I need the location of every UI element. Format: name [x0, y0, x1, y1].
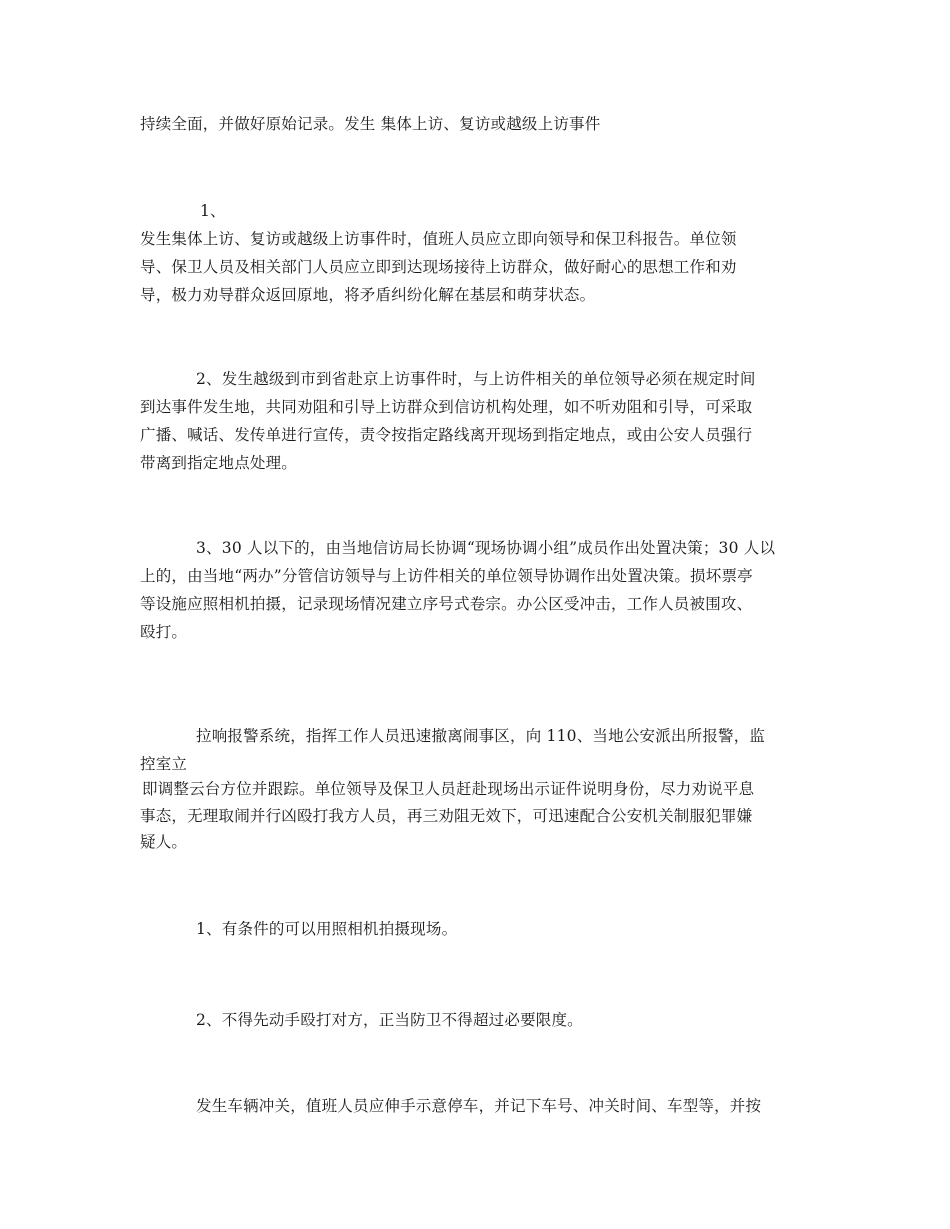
text-line: 发生车辆冲关，值班人员应伸手示意停车，并记下车号、冲关时间、车型等，并按 — [196, 1097, 762, 1115]
text-line: 广播、喊话、发传单进行宣传，责令按指定路线离开现场到指定地点，或由公安人员强行 — [140, 426, 753, 444]
text-line: 即调整云台方位并跟踪。单位领导及保卫人员赶赴现场出示证件说明身份，尽力劝说平息 — [142, 780, 755, 798]
text-line: 带离到指定地点处理。 — [140, 454, 298, 472]
text-line: 控室立 — [140, 755, 188, 773]
text-line: 持续全面，并做好原始记录。发生 集体上访、复访或越级上访事件 — [140, 115, 601, 133]
text-line: 导，极力劝导群众返回原地，将矛盾纠纷化解在基层和萌芽状态。 — [140, 286, 596, 304]
text-line: 1、 — [200, 202, 226, 220]
text-line: 疑人。 — [140, 833, 188, 851]
text-line: 2、发生越级到市到省赴京上访事件时，与上访件相关的单位领导必须在规定时间 — [196, 370, 756, 388]
text-line: 3、30 人以下的，由当地信访局长协调“现场协调小组”成员作出处置决策；30 人以 — [196, 539, 776, 557]
text-line: 拉响报警系统，指挥工作人员迅速撤离闹事区，向 110、当地公安派出所报警，监 — [196, 727, 766, 745]
text-line: 等设施应照相机拍摄，记录现场情况建立序号式卷宗。办公区受冲击，工作人员被围攻、 — [140, 595, 753, 613]
text-line: 殴打。 — [140, 623, 188, 641]
text-line: 2、不得先动手殴打对方，正当防卫不得超过必要限度。 — [196, 1011, 583, 1029]
text-line: 事态，无理取闹并行凶殴打我方人员，再三劝阻无效下，可迅速配合公安机关制服犯罪嫌 — [140, 807, 753, 825]
text-line: 导、保卫人员及相关部门人员应立即到达现场接待上访群众，做好耐心的思想工作和劝 — [140, 258, 737, 276]
text-line: 到达事件发生地，共同劝阻和引导上访群众到信访机构处理，如不听劝阻和引导，可采取 — [140, 398, 753, 416]
text-line: 发生集体上访、复访或越级上访事件时，值班人员应立即向领导和保卫科报告。单位领 — [140, 230, 737, 248]
text-line: 上的，由当地“两办”分管信访领导与上访件相关的单位领导协调作出处置决策。损坏票亭 — [140, 567, 753, 585]
text-line: 1、有条件的可以用照相机拍摄现场。 — [196, 920, 458, 938]
